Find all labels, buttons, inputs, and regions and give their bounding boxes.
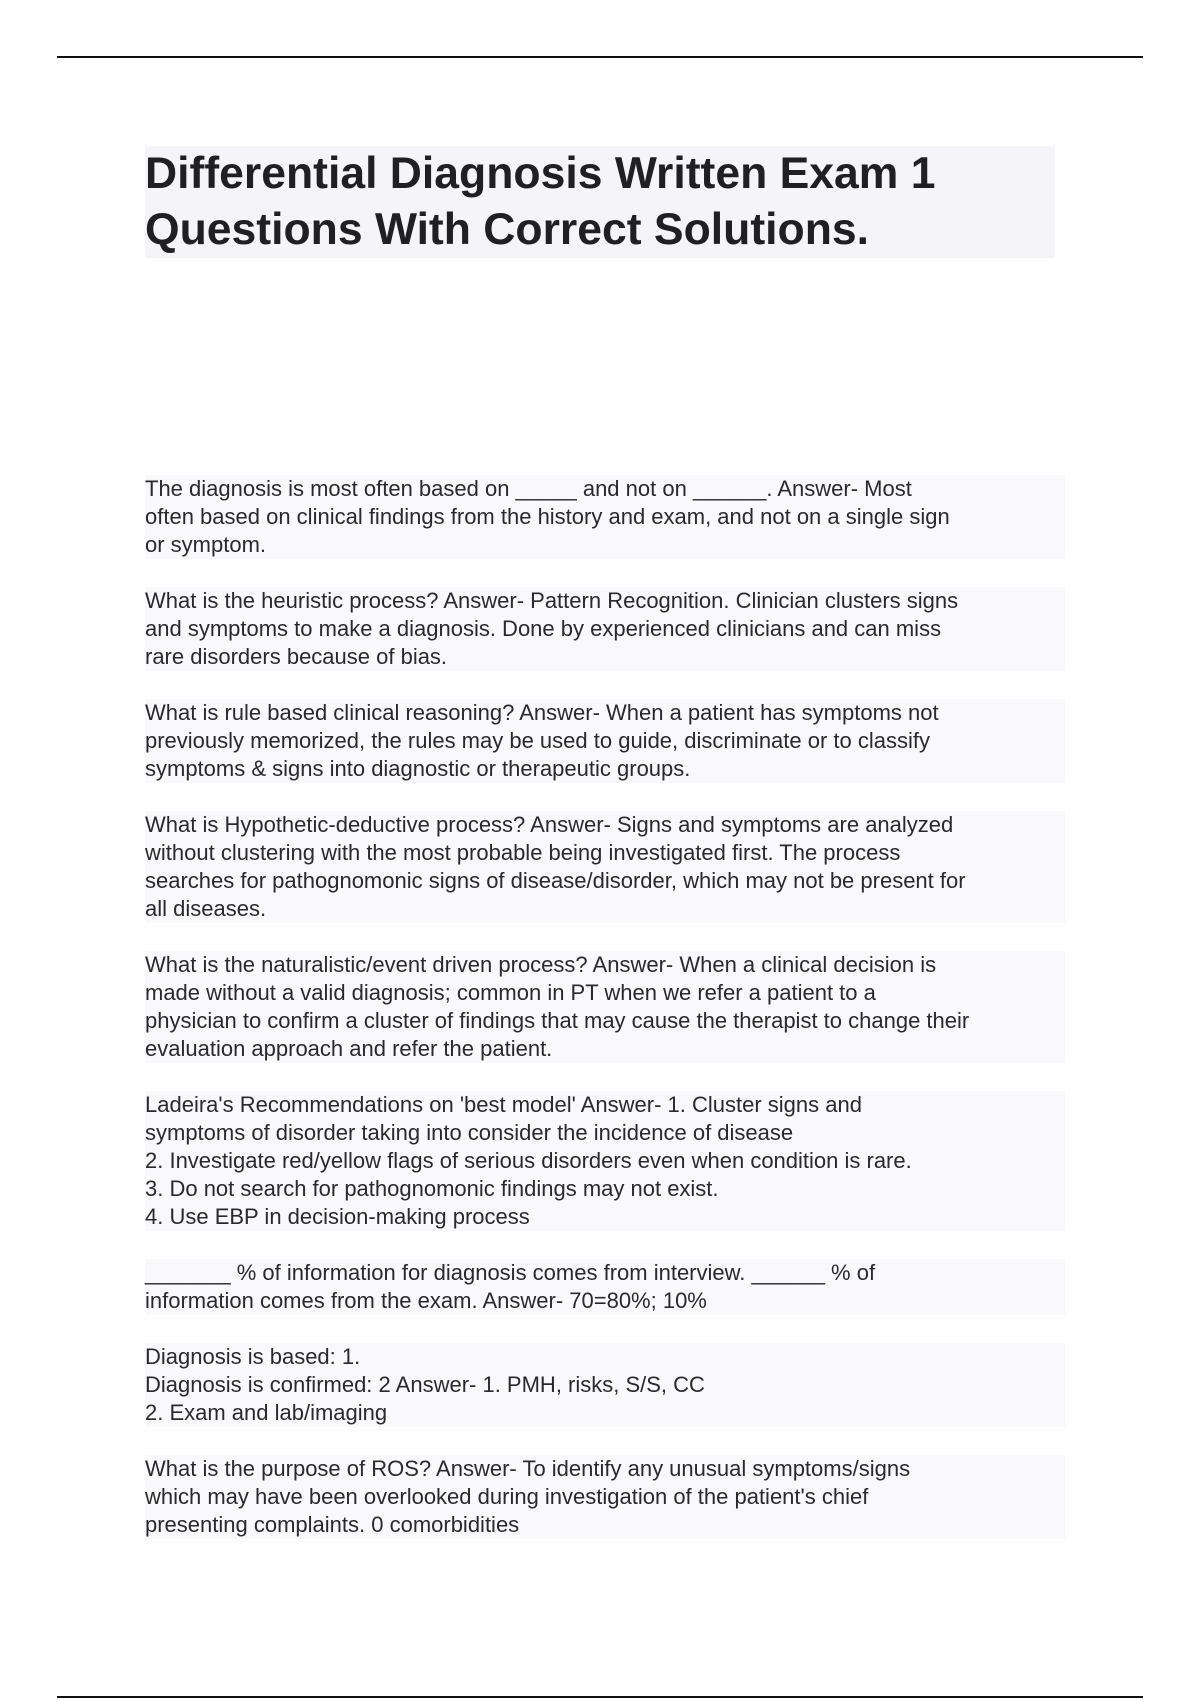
qa-entry-7: _______ % of information for diagnosis comes from interview. ______ % of information comes from the exam. Answer- 70=80%; 10%: [145, 1259, 1065, 1315]
qa-entry-3: What is rule based clinical reasoning? Answer- When a patient has symptoms not previously memorized, the rules may be used to guide, discriminate or to classify symptoms & signs into diagnostic or therapeutic groups.: [145, 699, 1065, 783]
qa-entry-9: What is the purpose of ROS? Answer- To identify any unusual symptoms/signs which may have been overlooked during investigation of the patient's chief presenting complaints. 0 comorbidities: [145, 1455, 1065, 1539]
qa-entry-6: Ladeira's Recommendations on 'best model' Answer- 1. Cluster signs and symptoms of disorder taking into consider the incidence of disease 2. Investigate red/yellow flags of serious disorders even when condition is rare. 3. Do not search for pathognomonic findings may not exist. 4. Use EBP in decision-making process: [145, 1091, 1065, 1231]
top-rule: [57, 56, 1143, 58]
document-body: [145, 475, 1065, 1567]
qa-entry-5: What is the naturalistic/event driven process? Answer- When a clinical decision is made without a valid diagnosis; common in PT when we refer a patient to a physician to confirm a cluster of findings that may cause the therapist to change their evaluation approach and refer the patient.: [145, 951, 1065, 1063]
qa-entry-2: What is the heuristic process? Answer- Pattern Recognition. Clinician clusters signs and symptoms to make a diagnosis. Done by experienced clinicians and can miss rare disorders because of bias.: [145, 587, 1065, 671]
qa-entry-4: What is Hypothetic-deductive process? Answer- Signs and symptoms are analyzed without clustering with the most probable being investigated first. The process searches for pathognomonic signs of disease/disorder, which may not be present for all diseases.: [145, 811, 1065, 923]
qa-entry-1: The diagnosis is most often based on _____ and not on ______. Answer- Most often based on clinical findings from the history and exam, and not on a single sign or symptom.: [145, 475, 1065, 559]
qa-entry-8: Diagnosis is based: 1. Diagnosis is confirmed: 2 Answer- 1. PMH, risks, S/S, CC 2. Exam and lab/imaging: [145, 1343, 1065, 1427]
bottom-rule: [57, 1696, 1143, 1698]
document-title: Differential Diagnosis Written Exam 1 Questions With Correct Solutions.: [145, 146, 1055, 258]
